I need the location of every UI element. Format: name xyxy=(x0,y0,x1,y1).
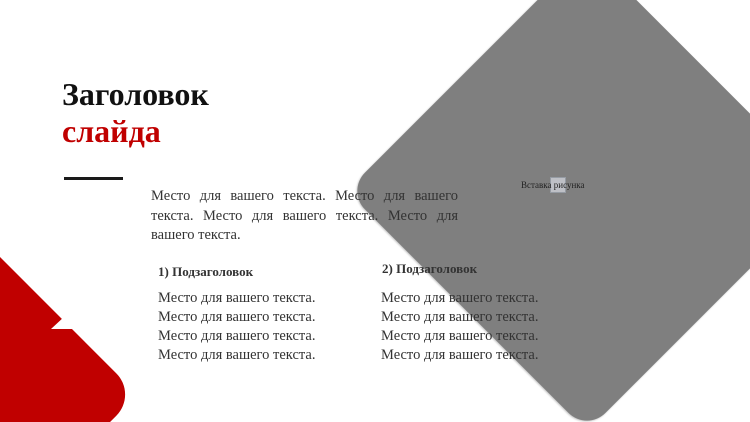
text-line: Место для вашего текста. xyxy=(158,328,316,344)
title-line-1: Заголовок xyxy=(62,76,209,112)
title-divider xyxy=(64,177,123,180)
red-decor-shape xyxy=(0,189,138,422)
text-line: Место для вашего текста. xyxy=(158,347,316,363)
column-1-text[interactable] xyxy=(158,289,315,365)
intro-text[interactable]: Место для вашего текста. Место для вашего текста. Место для вашего текста. Место для вашего текста. xyxy=(151,188,458,243)
slide-title[interactable] xyxy=(62,76,209,150)
text-line: Место для вашего текста. xyxy=(381,290,539,306)
subheading-1[interactable]: 1) Подзаголовок xyxy=(158,264,254,279)
column-2-text[interactable] xyxy=(381,289,538,365)
text-line: Место для вашего текста. xyxy=(158,290,316,306)
triangle-up-icon xyxy=(51,316,79,329)
text-line: Место для вашего текста. xyxy=(381,347,539,363)
text-line: Место для вашего текста. xyxy=(381,309,539,325)
text-line: Место для вашего текста. xyxy=(158,309,316,325)
title-line-2: слайда xyxy=(62,113,161,149)
text-line: Место для вашего текста. xyxy=(381,328,539,344)
picture-caption: Вставка рисунка xyxy=(521,180,585,190)
subheading-2[interactable]: 2) Подзаголовок xyxy=(382,261,478,276)
